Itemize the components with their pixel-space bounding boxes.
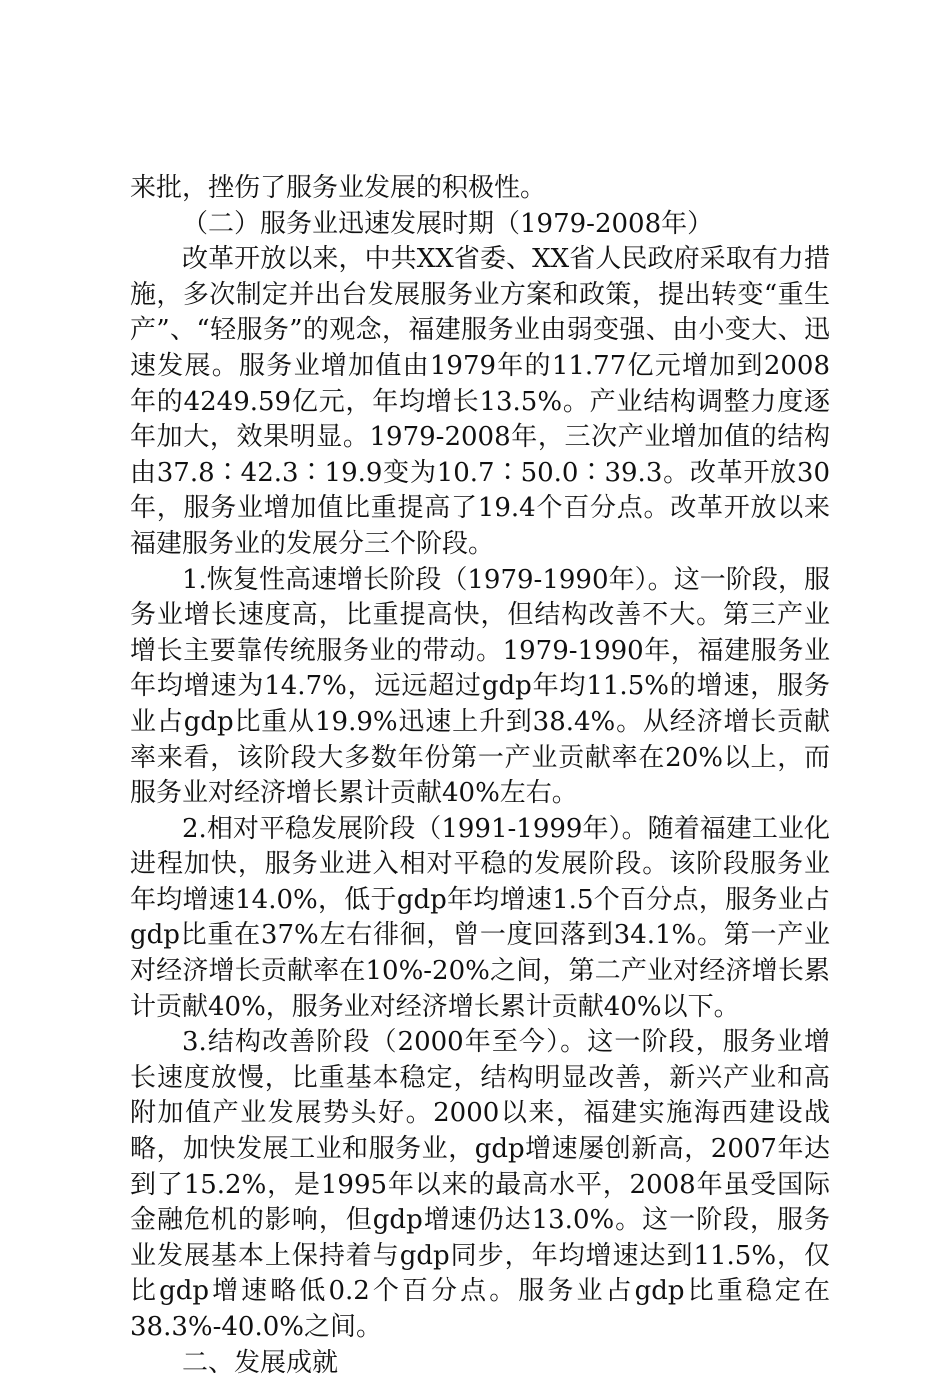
paragraph-reform-overview: 改革开放以来，中共XX省委、XX省人民政府采取有力措施，多次制定并出台发展服务业方案和政策，提出转变“重生产”、“轻服务”的观念，福建服务业由弱变强、由小变大、迅速发展。服务业增加值由1979年的11.77亿元增加到2008年的4249.59亿元，年均增长13.5%。产业结构调整力度逐年加大，效果明显。1979-2008年，三次产业增加值的结构由37.8∶42.3∶19.9变为10.7∶50.0∶39.3。改革开放30年，服务业增加值比重提高了19.4个百分点。改革开放以来福建服务业的发展分三个阶段。 [130,244,830,559]
section-heading-period: （二）服务业迅速发展时期（1979-2008年） [182,208,714,239]
section-heading-achievements: 二、发展成就 [182,1347,339,1378]
paragraph-continuation: 来批，挫伤了服务业发展的积极性。 [130,173,547,203]
document-body [130,171,830,1381]
paragraph-stage-3: 3.结构改善阶段（2000年至今）。这一阶段，服务业增长速度放慢，比重基本稳定，结构明显改善，新兴产业和高附加值产业发展势头好。2000以来，福建实施海西建设战略，加快发展工业和服务业，gdp增速屡创新高，2007年达到了15.2%，是1995年以来的最高水平，2008年虽受国际金融危机的影响，但gdp增速仍达13.0%。这一阶段，服务业发展基本上保持着与gdp同步，年均增速达到11.5%，仅比gdp增速略低0.2个百分点。服务业占gdp比重稳定在38.3%-40.0%之间。 [130,1027,830,1342]
paragraph-stage-1: 1.恢复性高速增长阶段（1979-1990年）。这一阶段，服务业增长速度高，比重提高快，但结构改善不大。第三产业增长主要靠传统服务业的带动。1979-1990年，福建服务业年均增速为14.7%，远远超过gdp年均11.5%的增速，服务业占gdp比重从19.9%迅速上升到38.4%。从经济增长贡献率来看，该阶段大多数年份第一产业贡献率在20%以上，而服务业对经济增长累计贡献40%左右。 [130,564,830,809]
paragraph-stage-2: 2.相对平稳发展阶段（1991-1999年）。随着福建工业化进程加快，服务业进入相对平稳的发展阶段。该阶段服务业年均增速14.0%，低于gdp年均增速1.5个百分点，服务业占gdp比重在37%左右徘徊，曾一度回落到34.1%。第一产业对经济增长贡献率在10%-20%之间，第二产业对经济增长累计贡献40%，服务业对经济增长累计贡献40%以下。 [130,813,830,1022]
